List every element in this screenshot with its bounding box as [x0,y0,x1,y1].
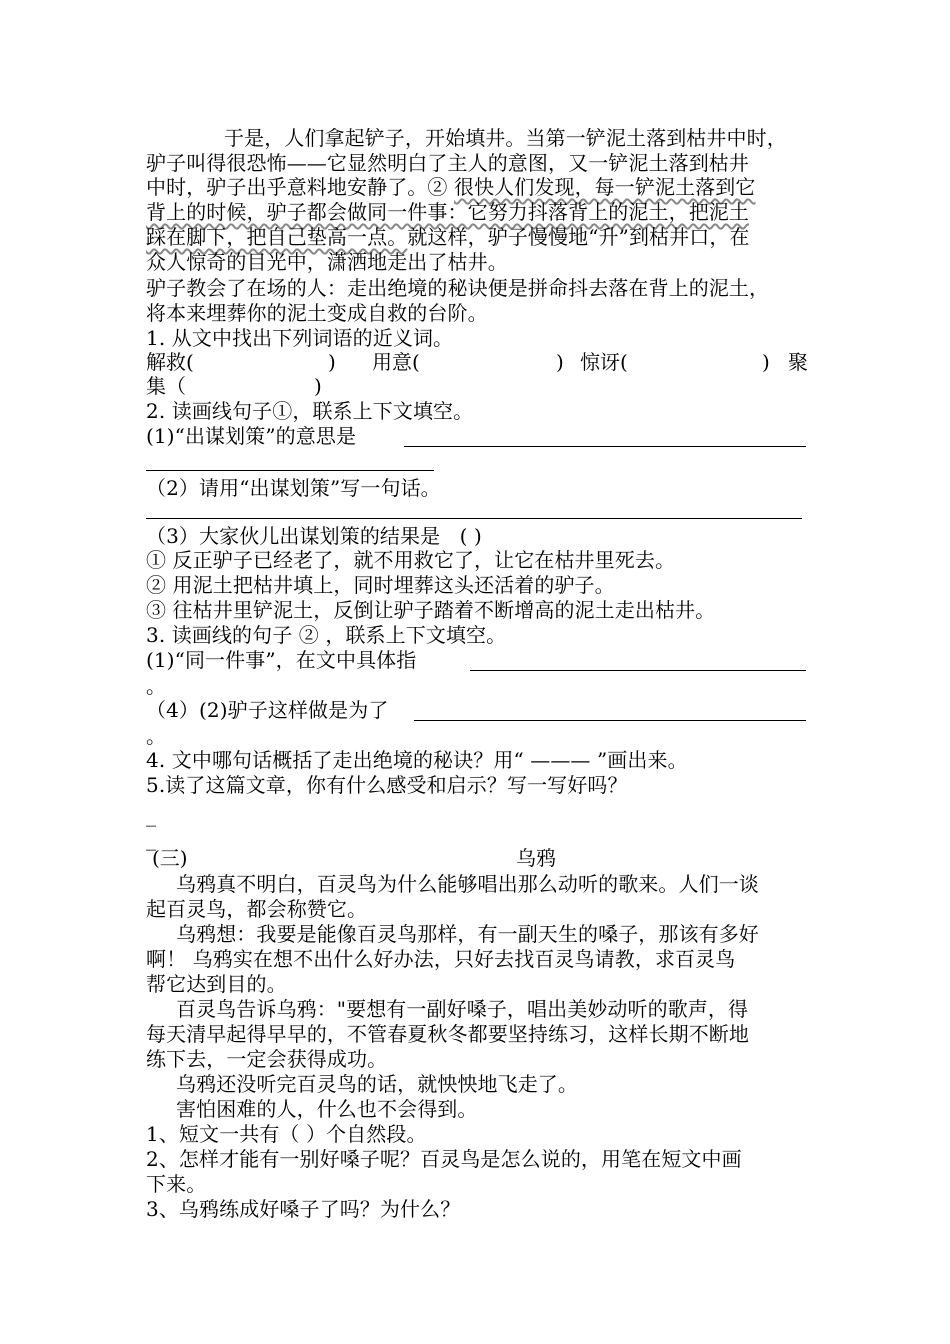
passage-line: 驴子教会了在场的人：走出绝境的秘诀便是拼命抖去落在背上的泥土， [146,276,770,300]
question-3: 3. 读画线的句子 ② ，联系上下文填空。 [146,623,507,647]
underlined-sentence-2: 很快人们发现，每一铲泥土落到它 [453,175,756,199]
story-question: 2、怎样才能有一别好嗓子呢？百灵鸟是怎么说的，用笔在短文中画 [146,1147,742,1171]
story-line: 起百灵鸟，都会称赞它。 [146,897,368,921]
answer-dash[interactable]: _ [146,803,157,827]
passage-line: 将本来埋葬你的泥土变成自救的台阶。 [146,301,488,325]
answer-line[interactable] [146,518,802,519]
story-line: 乌鸦还没听完百灵鸟的话，就怏怏地飞走了。 [176,1072,578,1096]
question-3-1: (1)“同一件事”，在文中具体指 [146,648,417,672]
paren-close: ) [314,374,322,398]
question-3-2: （4）(2)驴子这样做是为了 [146,698,389,722]
answer-line[interactable] [404,446,806,447]
synonym-label: 用意( [372,350,420,374]
passage-line: 背上的时候，驴子都会做同一件事：它努力抖落背上的泥土，把泥土 [146,200,749,224]
synonym-label: 惊讶( [580,350,628,374]
story-line: 百灵鸟告诉乌鸦："要想有一副好嗓子，唱出美妙动听的歌声，得 [176,997,749,1021]
question-1: 1. 从文中找出下列词语的近义词。 [146,326,454,350]
story-line: 害怕困难的人，什么也不会得到。 [176,1097,478,1121]
option-3: ③ 往枯井里铲泥土，反倒让驴子踏着不断增高的泥土走出枯井。 [146,598,716,622]
story-question: 3、乌鸦练成好嗓子了吗？为什么？ [146,1197,461,1221]
story-question: 1、短文一共有（ ）个自然段。 [146,1122,427,1146]
question-4: 4. 文中哪句话概括了走出绝境的秘诀？用“ ——— ”画出来。 [146,748,688,772]
paren-close: ) [556,350,564,374]
answer-line[interactable] [470,670,806,671]
story-line: 每天清早起得早早的，不管春夏秋冬都要坚持练习，这样长期不断地 [146,1022,749,1046]
question-2-3: （3）大家伙儿出谋划策的结果是 ( ) [146,524,482,548]
question-2-1: (1)“出谋划策”的意思是 [146,424,357,448]
synonym-label: 集（ [146,374,186,398]
period: 。 [146,674,167,698]
section-title: 乌鸦 [516,846,556,870]
passage-line: 众人惊奇的目光中，潇洒地走出了枯井。 [146,250,508,274]
question-5: 5.读了这篇文章，你有什么感受和启示？写一写好吗？ [146,773,628,797]
story-line: 帮它达到目的。 [146,972,287,996]
paren-close: ) [328,350,336,374]
option-1: ① 反正驴子已经老了，就不用救它了，让它在枯井里死去。 [146,548,676,572]
story-line: 练下去，一定会获得成功。 [146,1047,388,1071]
story-line: 乌鸦真不明白，百灵鸟为什么能够唱出那么动听的歌来。人们一谈 [176,872,759,896]
synonym-label: 解救( [146,350,194,374]
question-2-2: （2）请用“出谋划策”写一句话。 [146,476,441,500]
paren-close: ) [762,350,770,374]
option-2: ② 用泥土把枯井填上，同时埋葬这头还活着的驴子。 [146,573,615,597]
story-line: 啊！ 乌鸦实在想不出什么好办法，只好去找百灵鸟请教，求百灵鸟 [146,947,736,971]
passage-line: 中时，驴子出乎意料地安静了。② 很快人们发现，每一铲泥土落到它 [146,175,756,199]
question-2: 2. 读画线句子①，联系上下文填空。 [146,399,474,423]
answer-paren[interactable]: ( ) [459,524,482,548]
answer-line[interactable] [146,470,434,471]
story-line: 乌鸦想：我要是能像百灵鸟那样，有一副天生的嗓子，那该有多好 [176,922,759,946]
section-label: (三) [152,846,188,870]
passage-line: 于是，人们拿起铲子，开始填井。当第一铲泥土落到枯井中时， [224,126,787,150]
passage-line: 驴子叫得很恐怖——它显然明白了主人的意图，又一铲泥土落到枯井 [146,151,749,175]
passage-line: 踩在脚下，把自己垫高一点。就这样，驴子慢慢地“升”到枯井口，在 [146,225,750,249]
synonym-label: 聚 [788,350,808,374]
answer-line[interactable] [414,720,806,721]
period: 。 [146,724,167,748]
story-question: 下来。 [146,1172,207,1196]
answer-dash[interactable]: _ [146,827,157,851]
